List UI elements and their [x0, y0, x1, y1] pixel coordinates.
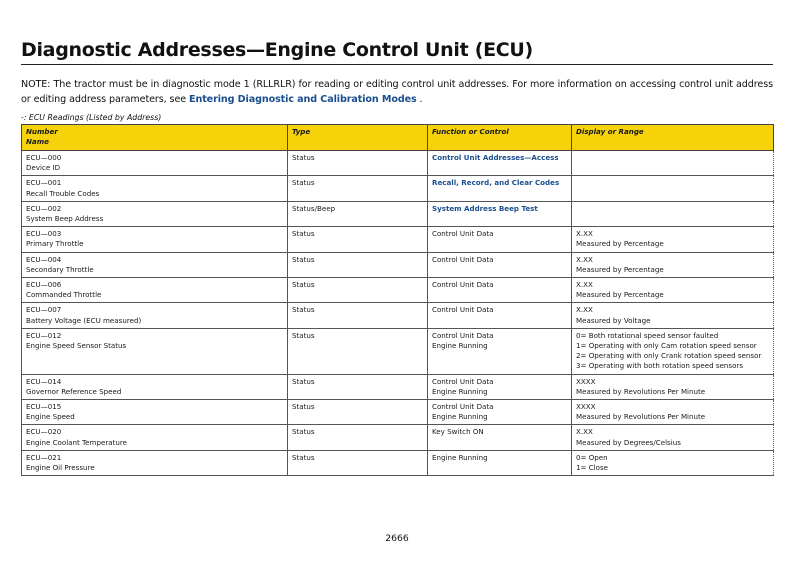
function-text: Engine Running	[432, 412, 488, 422]
header-type: Type	[288, 125, 428, 151]
function-text: Control Unit Data	[432, 305, 494, 315]
cell-number-name	[22, 328, 288, 374]
cell-number-name	[22, 176, 288, 201]
table-row	[22, 450, 774, 475]
cell-display	[572, 176, 774, 201]
cell-function	[428, 252, 572, 277]
header-display: Display or Range	[572, 125, 774, 151]
address-name: Primary Throttle	[26, 239, 84, 249]
function-text: Engine Running	[432, 341, 488, 351]
cell-number-name	[22, 374, 288, 399]
table-row	[22, 328, 774, 374]
address-name: Commanded Throttle	[26, 290, 102, 300]
table-row	[22, 151, 774, 176]
address-name: Device ID	[26, 163, 61, 173]
table-row	[22, 227, 774, 252]
cell-function	[428, 303, 572, 328]
cell-type: Status	[288, 278, 428, 303]
display-line: Measured by Degrees/Celsius	[576, 437, 681, 447]
title-divider	[21, 64, 773, 65]
table-row	[22, 303, 774, 328]
cell-type: Status	[288, 303, 428, 328]
cell-type: Status	[288, 227, 428, 252]
display-line: X.XX	[576, 305, 593, 315]
header-number-name	[22, 125, 288, 151]
cell-function	[428, 227, 572, 252]
table-row	[22, 176, 774, 201]
address-number: ECU—014	[26, 376, 62, 386]
cell-function	[428, 278, 572, 303]
cell-function	[428, 425, 572, 450]
cell-display	[572, 303, 774, 328]
page-title: Diagnostic Addresses—Engine Control Unit (ECU)	[21, 39, 533, 61]
display-line: XXXX	[576, 402, 596, 412]
cell-number-name	[22, 252, 288, 277]
function-text: Control Unit Data	[432, 402, 494, 412]
address-number: ECU—002	[26, 203, 62, 213]
table-body	[22, 151, 774, 476]
address-number: ECU—015	[26, 402, 62, 412]
address-number: ECU—021	[26, 452, 62, 462]
address-number: ECU—003	[26, 229, 62, 239]
address-number: ECU—020	[26, 427, 62, 437]
cell-number-name	[22, 227, 288, 252]
cell-display	[572, 425, 774, 450]
note-text: NOTE: The tractor must be in diagnostic mode 1 (RLLRLR) for reading or editing control unit addresses. For more information on accessing control unit address or editing address parameters, see	[21, 79, 773, 105]
display-line: X.XX	[576, 427, 593, 437]
header-number: Number	[26, 127, 58, 136]
cell-display	[572, 374, 774, 399]
cell-function	[428, 201, 572, 226]
cell-display	[572, 328, 774, 374]
note-end: .	[416, 93, 423, 105]
display-line: 3= Operating with both rotation speed sensors	[576, 361, 744, 371]
function-link[interactable]: System Address Beep Test	[432, 203, 538, 213]
display-line: 2= Operating with only Crank rotation speed sensor	[576, 351, 762, 361]
function-link[interactable]: Recall, Record, and Clear Codes	[432, 178, 560, 188]
display-line: Measured by Voltage	[576, 315, 651, 325]
cell-display	[572, 400, 774, 425]
table-row	[22, 425, 774, 450]
cell-display	[572, 201, 774, 226]
cell-type: Status	[288, 450, 428, 475]
cell-type: Status	[288, 176, 428, 201]
display-line: Measured by Revolutions Per Minute	[576, 386, 706, 396]
cell-function	[428, 450, 572, 475]
display-line: X.XX	[576, 229, 593, 239]
table-row	[22, 400, 774, 425]
note-paragraph	[21, 78, 773, 107]
cell-display	[572, 151, 774, 176]
address-number: ECU—012	[26, 330, 62, 340]
display-line: X.XX	[576, 280, 593, 290]
cell-type: Status	[288, 151, 428, 176]
function-text: Engine Running	[432, 452, 488, 462]
table-row	[22, 201, 774, 226]
address-name: Secondary Throttle	[26, 264, 94, 274]
display-line: XXXX	[576, 376, 596, 386]
function-text: Control Unit Data	[432, 229, 494, 239]
table-row	[22, 374, 774, 399]
function-link[interactable]: Control Unit Addresses—Access	[432, 153, 559, 162]
cell-number-name	[22, 400, 288, 425]
cell-number-name	[22, 278, 288, 303]
display-line: 0= Open	[576, 452, 608, 462]
address-number: ECU—004	[26, 254, 62, 264]
cell-display	[572, 252, 774, 277]
address-name: Governor Reference Speed	[26, 386, 122, 396]
cell-number-name	[22, 201, 288, 226]
function-text: Engine Running	[432, 386, 488, 396]
display-line: 1= Close	[576, 463, 609, 473]
address-name: Engine Coolant Temperature	[26, 437, 127, 447]
table-header-row	[22, 125, 774, 151]
display-line: 1= Operating with only Cam rotation speed sensor	[576, 341, 757, 351]
cell-type: Status	[288, 425, 428, 450]
address-name: Engine Speed	[26, 412, 75, 422]
address-number: ECU—006	[26, 280, 62, 290]
address-number: ECU—007	[26, 305, 62, 315]
table-row	[22, 278, 774, 303]
address-number: ECU—001	[26, 178, 62, 188]
entering-diagnostic-modes-link[interactable]: Entering Diagnostic and Calibration Modes	[189, 93, 417, 105]
header-name: Name	[26, 137, 49, 147]
display-line: Measured by Revolutions Per Minute	[576, 412, 706, 422]
cell-function	[428, 151, 572, 176]
cell-type: Status	[288, 374, 428, 399]
address-number: ECU—000	[26, 153, 62, 162]
function-text: Control Unit Data	[432, 376, 494, 386]
cell-type: Status	[288, 328, 428, 374]
cell-number-name	[22, 425, 288, 450]
function-text: Key Switch ON	[432, 427, 484, 437]
display-line: Measured by Percentage	[576, 239, 664, 249]
cell-display	[572, 450, 774, 475]
cell-function	[428, 176, 572, 201]
ecu-readings-table	[21, 124, 774, 476]
cell-function	[428, 328, 572, 374]
function-text: Control Unit Data	[432, 280, 494, 290]
address-name: Engine Speed Sensor Status	[26, 341, 127, 351]
display-line: Measured by Percentage	[576, 290, 664, 300]
display-line: Measured by Percentage	[576, 264, 664, 274]
cell-type: Status	[288, 400, 428, 425]
table-row	[22, 252, 774, 277]
cell-number-name	[22, 450, 288, 475]
cell-function	[428, 374, 572, 399]
address-name: Recall Trouble Codes	[26, 188, 100, 198]
page-number: 2666	[385, 533, 409, 544]
address-name: System Beep Address	[26, 214, 104, 224]
cell-display	[572, 227, 774, 252]
cell-number-name	[22, 303, 288, 328]
address-name: Engine Oil Pressure	[26, 463, 95, 473]
cell-type: Status	[288, 252, 428, 277]
table-caption: -: ECU Readings (Listed by Address)	[21, 113, 162, 122]
cell-display	[572, 278, 774, 303]
cell-type: Status/Beep	[288, 201, 428, 226]
cell-function	[428, 400, 572, 425]
address-name: Battery Voltage (ECU measured)	[26, 315, 142, 325]
function-text: Control Unit Data	[432, 330, 494, 340]
display-line: X.XX	[576, 254, 593, 264]
display-line: 0= Both rotational speed sensor faulted	[576, 330, 719, 340]
function-text: Control Unit Data	[432, 254, 494, 264]
header-function: Function or Control	[428, 125, 572, 151]
cell-number-name	[22, 151, 288, 176]
